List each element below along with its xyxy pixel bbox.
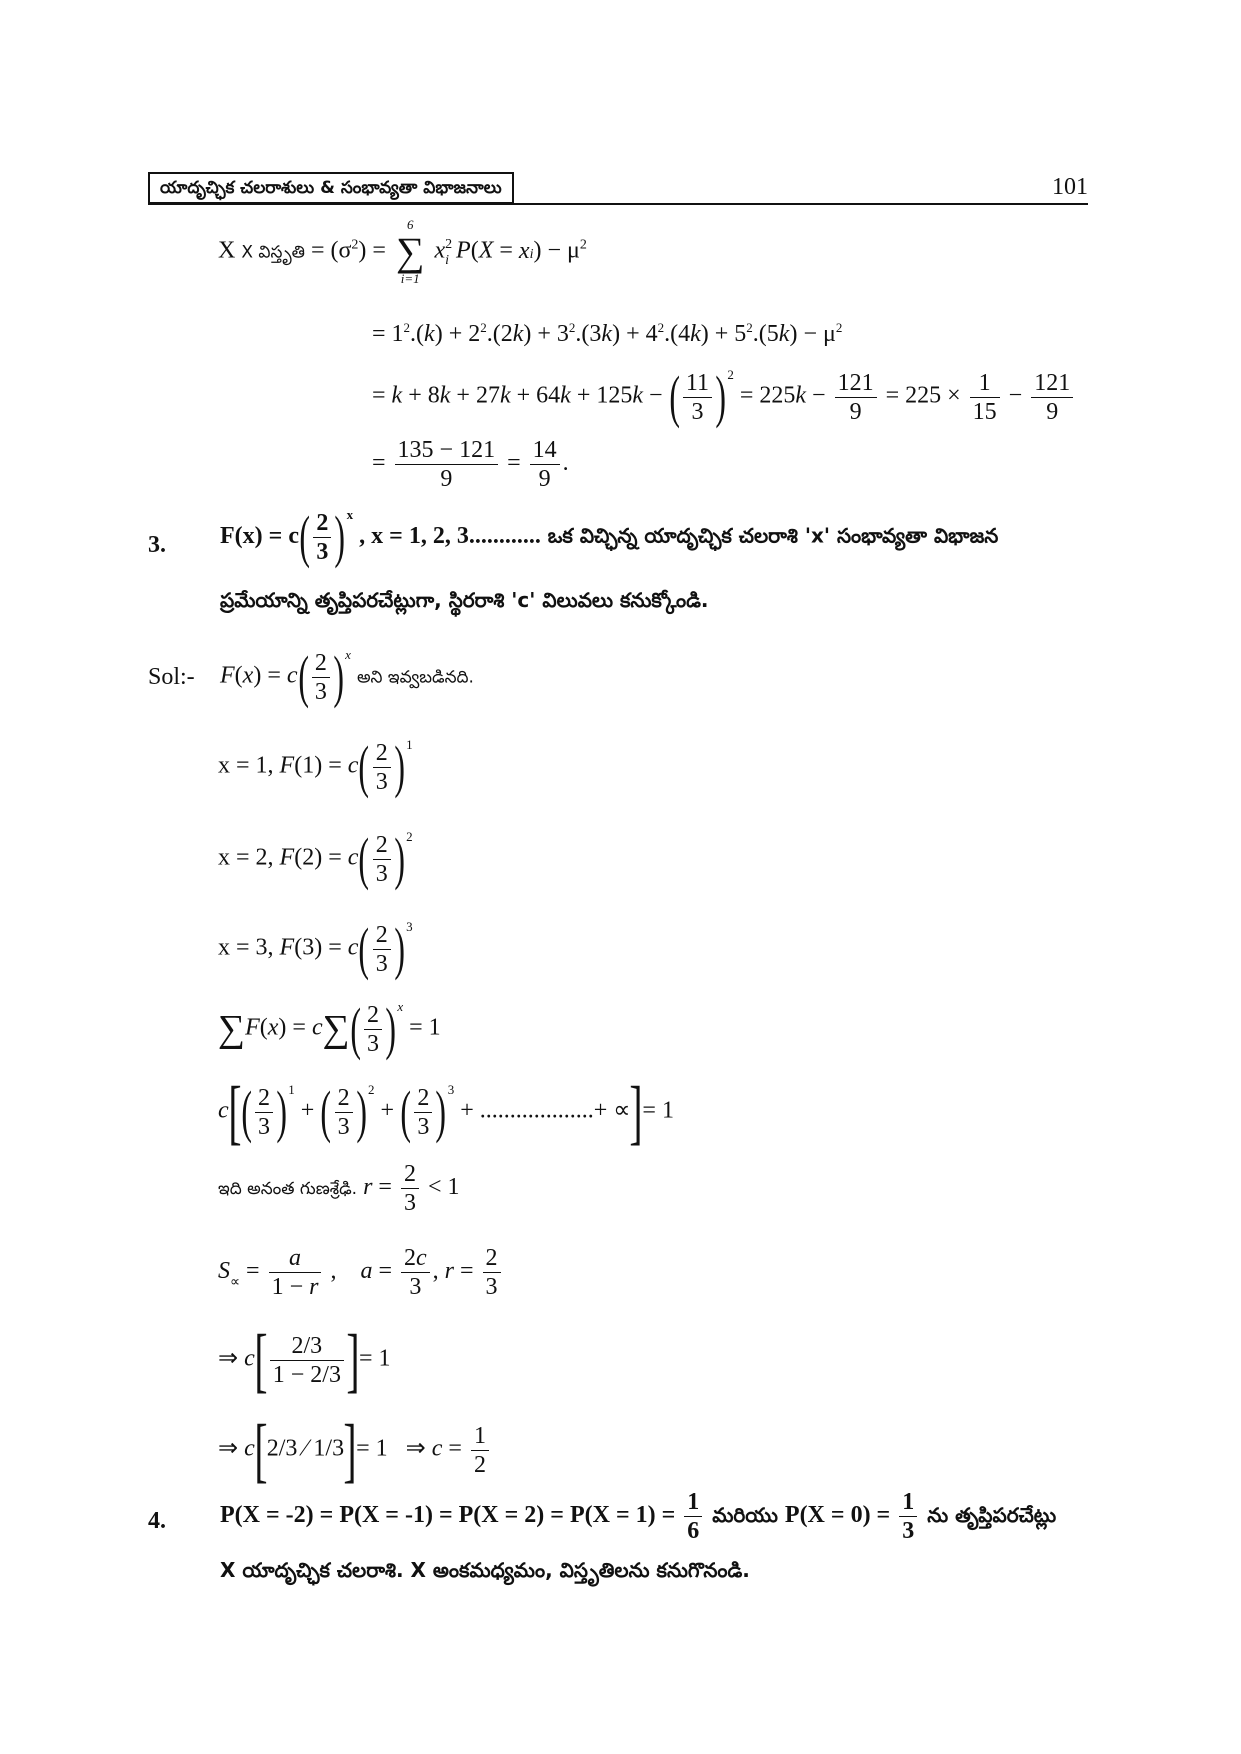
question-4-number: 4. bbox=[148, 1508, 166, 1534]
solution-sum-formula: $S_\propto$ = $\frac{a}{1 - r}$ , a = $\frac{2c}{3}$ , r = $\frac{2}{3}$ bbox=[218, 1244, 504, 1301]
question-3-statement: F(x) = c( $\frac{2}{3}$ )$^x$ , x = 1, 2, 3............ ఒక విచ్ఛిన్న యాదృచ్ఛిక చలరాశి 'x' సంభావ్యతా విభాజన bbox=[220, 504, 999, 569]
question-4-statement-2: X యాదృచ్ఛిక చలరాశి. X అంకమధ్యమం, విస్తృతిలను కనుగొనండి. bbox=[220, 1558, 750, 1582]
solution-x2: x = 2, F(2) = c( $\frac{2}{3}$ )$^2$ bbox=[218, 826, 413, 891]
sum-symbol: 6 ∑ i=1 bbox=[395, 217, 425, 286]
solution-sum: ∑F(x) = c∑( $\frac{2}{3}$ )$^x$ = 1 bbox=[218, 996, 441, 1061]
page-number: 101 bbox=[1052, 174, 1088, 200]
variance-line-2: = $1^2.(k) + 2^2.(2k) + 3^2.(3k) + 4^2.(4k) + 5^2.(5k) - \mu^2$ bbox=[372, 320, 843, 347]
header-rule bbox=[148, 203, 1088, 205]
variance-label: X విస్తృతి bbox=[241, 242, 305, 263]
solution-x1: x = 1, F(1) = c( $\frac{2}{3}$ )$^1$ bbox=[218, 734, 413, 799]
question-3-statement-2: ప్రమేయాన్ని తృప్తిపరచేట్లుగా, స్థిరరాశి 'c' విలువలు కనుక్కోండి. bbox=[220, 588, 709, 612]
solution-given: F(x) = c( $\frac{2}{3}$ )$^x$ అని ఇవ్వబడినది. bbox=[220, 644, 474, 709]
question-3-number: 3. bbox=[148, 532, 166, 558]
variance-line-4: = $\frac{135 - 121}{9}$ = $\frac{14}{9}$ . bbox=[372, 437, 569, 492]
page-header bbox=[148, 172, 1088, 206]
variance-line-1: X X విస్తృతి = $(\sigma^2)$ = 6 ∑ i=1 $x^2_i$ $P(X = xi) - \mu^2$ bbox=[218, 217, 587, 286]
solution-gp: ఇది అనంత గుణశ్రేఢి. r = $\frac{2}{3}$ < 1 bbox=[218, 1161, 460, 1216]
sol-label: Sol:- bbox=[148, 664, 195, 690]
variance-line-3: = k + 8k + 27k + 64k + 125k − ( $\frac{11}{3}$ )$^2$ = 225k − $\frac{121}{9}$ = 225 × $\frac{1}{15}$ − $\frac{121}{9}$ bbox=[372, 368, 1076, 426]
solution-series: c[( $\frac{2}{3}$ )$^1$ + ( $\frac{2}{3}$ )$^2$ + ( $\frac{2}{3}$ )$^3$ + ...................+ ∝]= 1 bbox=[218, 1072, 674, 1152]
question-4-statement: P(X = -2) = P(X = -1) = P(X = 2) = P(X = 1) = $\frac{1}{6}$ మరియు P(X = 0) = $\frac{1}{3}$ ను తృప్తిపరచేట్లు bbox=[220, 1489, 1057, 1544]
chapter-title: యాదృచ్ఛిక చలరాశులు & సంభావ్యతా విభాజనాలు bbox=[148, 172, 514, 204]
solution-x3: x = 3, F(3) = c( $\frac{2}{3}$ )$^3$ bbox=[218, 916, 413, 981]
solution-step-1: ⇒ c[ $\frac{2/3}{1 - 2/3}$ ]= 1 bbox=[218, 1320, 391, 1400]
solution-step-2: ⇒ c[2/3 ⁄ 1/3]= 1 ⇒ c = $\frac{1}{2}$ bbox=[218, 1414, 492, 1486]
